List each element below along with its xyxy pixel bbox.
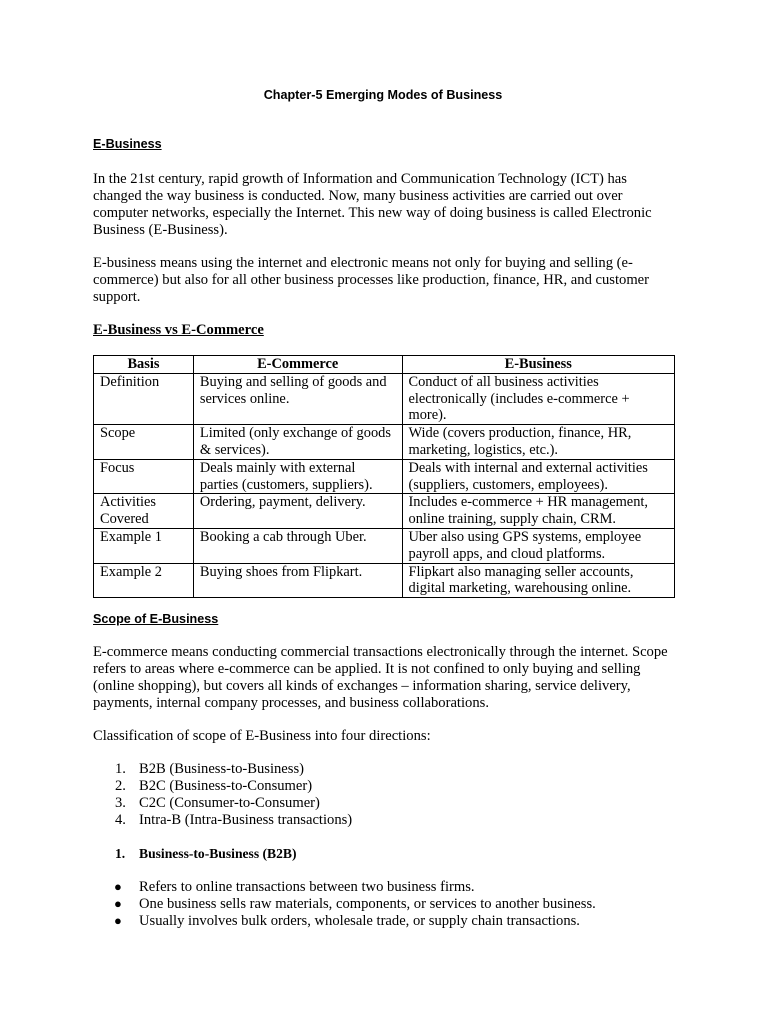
paragraph-e-business-means: E-business means using the internet and electronic means not only for buying and selling (e-commerce) but also for all other business processes like production, finance, HR, and customer support. (93, 255, 650, 305)
paragraph-ict: In the 21st century, rapid growth of Information and Communication Technology (ICT) has changed the way business is conducted. Now, many business activities are carried out over computer networks, especially the Internet. This new way of doing business is called Electronic Business (E-Business). (93, 171, 652, 238)
table-header-row (94, 356, 675, 374)
list-number: 4. (115, 811, 126, 828)
page-title: Chapter-5 Emerging Modes of Business (263, 88, 503, 102)
cell-e-business: Wide (covers production, finance, HR, marketing, logistics, etc.). (402, 425, 674, 460)
bullet-icon: ● (114, 895, 122, 911)
cell-basis: Example 2 (94, 563, 194, 598)
cell-e-commerce: Ordering, payment, delivery. (193, 494, 402, 529)
paragraph-classification: Classification of scope of E-Business into four directions: (93, 728, 431, 744)
list-number: 2. (115, 777, 126, 794)
list-item-text: B2B (Business-to-Business) (139, 761, 304, 777)
cell-e-commerce: Booking a cab through Uber. (193, 528, 402, 563)
list-item-text: Usually involves bulk orders, wholesale trade, or supply chain transactions. (139, 912, 580, 929)
header-e-commerce: E-Commerce (193, 356, 402, 374)
list-item-text: C2C (Consumer-to-Consumer) (139, 794, 320, 811)
directions-list (93, 761, 352, 829)
table-row (94, 563, 675, 598)
cell-e-business: Flipkart also managing seller accounts, digital marketing, warehousing online. (402, 563, 674, 598)
list-item-text: Refers to online transactions between two business firms. (139, 879, 475, 895)
paragraph-scope: E-commerce means conducting commercial transactions electronically through the internet. Scope refers to areas where e-commerce can be applied. It is not confined to only buying and selling (online shopping), but covers all kinds of exchanges – information sharing, service delivery, payments, internal company processes, and business collaborations. (93, 644, 668, 711)
list-number: 3. (115, 794, 126, 811)
subheading-text: Business-to-Business (B2B) (139, 846, 297, 861)
cell-basis: Example 1 (94, 528, 194, 563)
cell-basis: Focus (94, 459, 194, 494)
table-row (94, 494, 675, 529)
header-basis: Basis (94, 356, 194, 374)
list-item (93, 795, 352, 812)
table-row (94, 425, 675, 460)
cell-basis: Definition (94, 373, 194, 424)
section-heading-scope: Scope of E-Business (93, 612, 219, 626)
section-heading-e-business: E-Business (93, 137, 162, 151)
list-item (93, 913, 596, 930)
list-item (93, 761, 352, 778)
list-item-text: B2C (Business-to-Consumer) (139, 777, 313, 794)
section-heading-comparison: E-Business vs E-Commerce (93, 322, 264, 338)
b2b-bullet-list (93, 879, 596, 930)
list-item (93, 879, 596, 896)
cell-e-business: Uber also using GPS systems, employee payroll apps, and cloud platforms. (402, 528, 674, 563)
cell-e-business: Includes e-commerce + HR management, online training, supply chain, CRM. (402, 494, 674, 529)
cell-e-business: Conduct of all business activities electronically (includes e-commerce + more). (402, 373, 674, 424)
bullet-icon: ● (114, 879, 122, 894)
list-item (93, 812, 352, 829)
cell-basis: Scope (94, 425, 194, 460)
list-number: 1. (115, 761, 126, 777)
list-item (93, 896, 596, 913)
cell-e-business: Deals with internal and external activities (suppliers, customers, employees). (402, 459, 674, 494)
list-item-text: One business sells raw materials, components, or services to another business. (139, 895, 596, 912)
cell-e-commerce: Deals mainly with external parties (customers, suppliers). (193, 459, 402, 494)
table-row (94, 459, 675, 494)
cell-e-commerce: Buying shoes from Flipkart. (193, 563, 402, 598)
list-item (93, 778, 352, 795)
cell-e-commerce: Limited (only exchange of goods & services). (193, 425, 402, 460)
table-row (94, 373, 675, 424)
comparison-table (93, 355, 675, 598)
list-item-text: Intra-B (Intra-Business transactions) (139, 811, 353, 828)
subheading-number: 1. (115, 846, 126, 861)
table-row (94, 528, 675, 563)
cell-e-commerce: Buying and selling of goods and services online. (193, 373, 402, 424)
cell-basis: Activities Covered (94, 494, 194, 529)
header-e-business: E-Business (402, 356, 674, 374)
bullet-icon: ● (114, 912, 122, 928)
